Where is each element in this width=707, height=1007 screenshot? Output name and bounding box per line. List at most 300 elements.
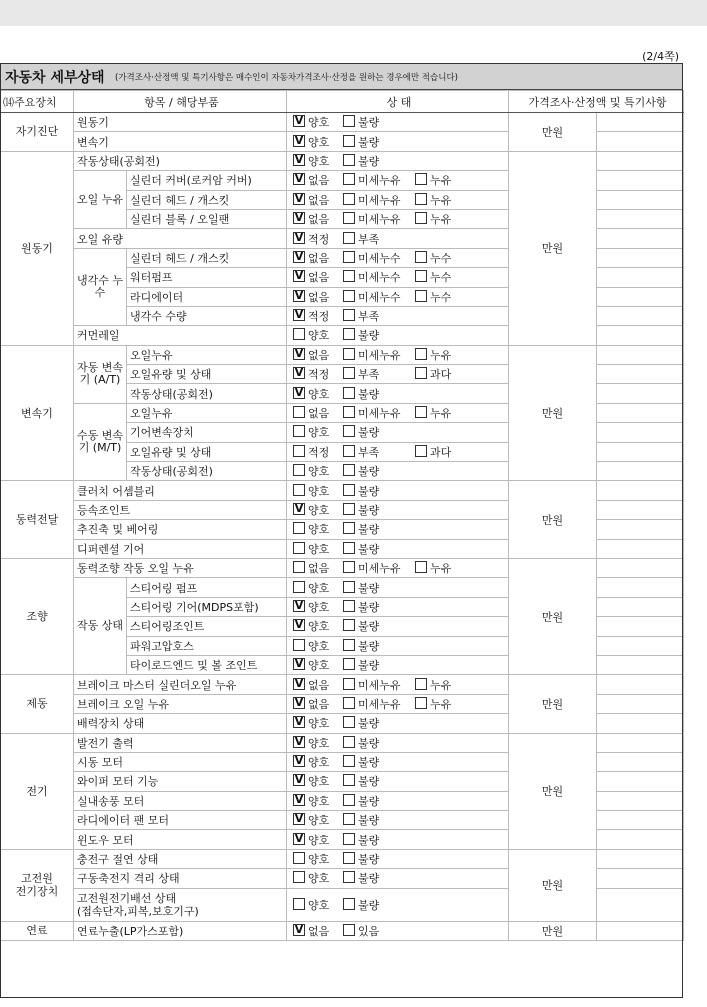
note-cell[interactable] [597,694,684,713]
state-options [287,248,509,267]
checkbox[interactable]: V [294,152,304,166]
option-label: 양호 [308,329,330,343]
note-cell[interactable] [597,403,684,422]
note-cell[interactable] [597,869,684,888]
col-price-header: 가격조사·산정액 및 특기사항 [509,91,684,113]
checkbox[interactable] [343,193,355,205]
checkbox[interactable]: V [294,114,304,128]
checkbox[interactable] [343,898,355,910]
option-label: 불량 [358,736,380,750]
checkbox[interactable] [293,522,305,534]
checkbox[interactable] [293,871,305,883]
option-label: 미세누유 [358,407,401,421]
checkbox[interactable] [415,270,427,282]
note-cell[interactable] [597,442,684,461]
checkbox[interactable] [415,678,427,690]
option-label: 불량 [358,853,380,867]
checkbox[interactable]: V [294,695,304,709]
state-options [287,423,509,442]
option-label: 없음 [308,924,330,938]
state-options [287,830,509,849]
checkbox[interactable] [343,154,355,166]
option-label: 양호 [308,484,330,498]
option-label: 양호 [308,504,330,517]
note-cell[interactable] [597,462,684,481]
option-label: 양호 [308,717,330,731]
option-label: 불량 [358,775,380,789]
device-category: 동력전달 [1,481,74,559]
item-label: 브레이크 마스터 실린더오일 누유 [74,675,287,694]
device-category: 조향 [1,558,74,674]
device-category: 연료 [1,921,74,940]
checkbox[interactable] [293,898,305,910]
checkbox[interactable] [293,542,305,554]
checkbox[interactable] [343,367,355,379]
option-label: 없음 [308,697,330,711]
note-cell[interactable] [597,268,684,287]
checkbox[interactable] [343,542,355,554]
option-label: 누유 [430,562,452,576]
option-label: 불량 [358,523,380,537]
option-label: 부족 [358,310,380,324]
item-label: 동력조향 작동 오일 누유 [74,558,287,577]
checkbox[interactable] [343,561,355,573]
note-cell[interactable] [597,675,684,694]
checkbox[interactable] [343,115,355,127]
option-label: 양호 [308,523,330,537]
checkbox[interactable]: V [294,831,304,845]
checkbox[interactable] [415,561,427,573]
note-cell[interactable] [597,365,684,384]
note-cell[interactable] [597,655,684,674]
checkbox[interactable] [415,367,427,379]
state-options [287,636,509,655]
checkbox[interactable]: V [294,211,304,225]
option-label: 미세누수 [358,271,401,285]
option-label: 있음 [358,924,380,938]
table-row [1,481,684,500]
checkbox[interactable] [343,736,355,748]
checkbox[interactable]: V [294,385,304,399]
checkbox[interactable] [343,697,355,709]
price-unit[interactable]: 만원 [509,921,597,940]
checkbox[interactable] [415,406,427,418]
checkbox[interactable] [343,678,355,690]
checkbox[interactable] [343,774,355,786]
state-options [287,921,509,940]
item-label: 커먼레일 [74,326,287,345]
note-cell[interactable] [597,617,684,636]
checkbox[interactable]: V [294,269,304,283]
checkbox[interactable] [343,813,355,825]
checkbox[interactable] [415,697,427,709]
item-label: 시동 모터 [74,752,287,771]
state-options [287,578,509,597]
option-label: 누유 [430,348,452,362]
state-options [287,384,509,403]
option-label: 불량 [358,329,380,343]
option-label: 불량 [358,756,380,770]
checkbox[interactable] [293,406,305,418]
price-unit[interactable]: 만원 [509,345,597,481]
note-cell[interactable] [597,423,684,442]
checkbox[interactable]: V [294,366,304,380]
option-label: 불량 [358,484,380,498]
state-options [287,694,509,713]
item-label: 디퍼렌셜 기어 [74,539,287,558]
option-label: 미세누수 [358,251,401,265]
option-label: 양호 [308,853,330,867]
option-label: 양호 [308,736,330,750]
state-options [287,772,509,791]
checkbox[interactable]: V [294,133,304,147]
checkbox[interactable]: V [294,249,304,263]
item-label: 실린더 헤드 / 개스킷 [127,248,287,267]
checkbox[interactable] [343,794,355,806]
note-cell[interactable] [597,113,684,132]
checkbox[interactable] [415,290,427,302]
checkbox[interactable] [343,581,355,593]
checkbox[interactable]: V [294,676,304,690]
note-cell[interactable] [597,481,684,500]
note-cell[interactable] [597,209,684,228]
table-row [1,151,684,170]
note-cell[interactable] [597,714,684,733]
note-cell[interactable] [597,733,684,752]
price-unit[interactable]: 만원 [509,481,597,559]
device-category: 제동 [1,675,74,733]
option-label: 없음 [308,174,330,188]
state-options [287,306,509,325]
checkbox[interactable]: V [294,172,304,186]
note-cell[interactable] [597,830,684,849]
checkbox[interactable] [343,619,355,631]
state-options [287,345,509,364]
checkbox[interactable] [343,716,355,728]
option-label: 양호 [308,814,330,828]
option-label: 누유 [430,193,452,207]
checkbox[interactable]: V [294,288,304,302]
item-label: 원동기 [74,113,287,132]
note-cell[interactable] [597,539,684,558]
checkbox[interactable] [343,464,355,476]
checkbox[interactable]: V [294,773,304,787]
note-cell[interactable] [597,636,684,655]
item-label: 발전기 출력 [74,733,287,752]
checkbox[interactable] [343,309,355,321]
state-options [287,462,509,481]
price-unit[interactable]: 만원 [509,733,597,849]
item-label: 스티어링 펌프 [127,578,287,597]
option-label: 양호 [308,465,330,479]
note-cell[interactable] [597,306,684,325]
state-options [287,132,509,151]
checkbox[interactable] [343,658,355,670]
item-label: 스티어링조인트 [127,617,287,636]
checkbox[interactable]: V [294,715,304,729]
state-options [287,481,509,500]
option-label: 누유 [430,678,452,692]
checkbox[interactable] [343,484,355,496]
page-number: (2/4쪽) [642,50,679,63]
option-label: 없음 [308,271,330,285]
option-label: 양호 [308,756,330,770]
checkbox[interactable] [343,387,355,399]
option-label: 적정 [308,310,330,324]
checkbox[interactable]: V [294,792,304,806]
checkbox[interactable]: V [294,598,304,612]
note-cell[interactable] [597,772,684,791]
option-label: 없음 [308,407,330,421]
checkbox[interactable]: V [294,502,304,515]
option-label: 불량 [358,898,380,912]
checkbox[interactable] [343,212,355,224]
item-label: 파워고압호스 [127,636,287,655]
option-label: 적정 [308,445,330,459]
note-cell[interactable] [597,248,684,267]
option-label: 미세누유 [358,678,401,692]
checkbox[interactable] [343,328,355,340]
item-label: 실린더 블록 / 오일팬 [127,209,287,228]
checkbox[interactable] [293,561,305,573]
option-label: 없음 [308,562,330,576]
state-options [287,849,509,868]
option-label: 부족 [358,445,380,459]
checkbox[interactable]: V [294,754,304,768]
checkbox[interactable] [293,425,305,437]
option-label: 미세누유 [358,562,401,576]
checkbox[interactable] [343,290,355,302]
item-label: 와이퍼 모터 기능 [74,772,287,791]
table-row [1,558,684,577]
checkbox[interactable] [293,328,305,340]
note-cell[interactable] [597,132,684,151]
checkbox[interactable] [293,852,305,864]
checkbox[interactable] [343,251,355,263]
checkbox[interactable] [343,522,355,534]
item-label: 라디에이터 [127,287,287,306]
checkbox[interactable] [293,445,305,457]
option-label: 누수 [430,271,452,285]
note-cell[interactable] [597,849,684,868]
price-unit[interactable]: 만원 [509,849,597,921]
item-label: 스티어링 기어(MDPS포함) [127,597,287,616]
note-cell[interactable] [597,287,684,306]
note-cell[interactable] [597,500,684,519]
state-options [287,558,509,577]
checkbox[interactable] [293,484,305,496]
checkbox[interactable] [343,755,355,767]
checkbox[interactable]: V [294,734,304,748]
state-options [287,520,509,539]
option-label: 누유 [430,407,452,421]
option-label: 불량 [358,659,380,673]
state-options [287,597,509,616]
option-label: 불량 [358,814,380,828]
note-cell[interactable] [597,752,684,771]
option-label: 양호 [308,659,330,673]
option-label: 양호 [308,387,330,401]
option-label: 양호 [308,775,330,789]
option-label: 누유 [430,697,452,711]
note-cell[interactable] [597,326,684,345]
checkbox[interactable] [293,581,305,593]
option-label: 불량 [358,542,380,556]
item-label: 작동상태(공회전) [127,384,287,403]
note-cell[interactable] [597,791,684,810]
checkbox[interactable] [343,852,355,864]
option-label: 불량 [358,426,380,440]
checkbox[interactable] [293,639,305,651]
item-label: 기어변속장치 [127,423,287,442]
option-label: 불량 [358,717,380,731]
checkbox[interactable] [343,232,355,244]
item-label: 윈도우 모터 [74,830,287,849]
col-device-header: ⒁주요장치 [1,91,74,113]
item-label: 실린더 커버(로커암 커버) [127,171,287,190]
state-options [287,791,509,810]
checkbox[interactable] [343,348,355,360]
price-unit[interactable]: 만원 [509,675,597,733]
device-category: 자기진단 [1,113,74,152]
checkbox[interactable]: V [294,346,304,360]
option-label: 없음 [308,251,330,265]
item-label: 워터펌프 [127,268,287,287]
state-options [287,714,509,733]
state-options [287,113,509,132]
note-cell[interactable] [597,578,684,597]
option-label: 누수 [430,251,452,265]
checkbox[interactable]: V [294,618,304,632]
option-label: 양호 [308,600,330,614]
checkbox[interactable] [343,924,355,936]
item-label: 실린더 헤드 / 개스킷 [127,190,287,209]
price-unit[interactable]: 만원 [509,151,597,345]
section-title: 자동차 세부상태 [5,70,105,86]
option-label: 없음 [308,213,330,227]
state-options [287,733,509,752]
header-row [1,91,684,113]
option-label: 불량 [358,116,380,130]
checkbox[interactable] [343,135,355,147]
option-label: 불량 [358,872,380,886]
option-label: 양호 [308,542,330,556]
checkbox[interactable] [343,833,355,845]
checkbox[interactable] [415,445,427,457]
item-label: 냉각수 수량 [127,306,287,325]
checkbox[interactable]: V [294,191,304,205]
item-label: 오일유량 및 상태 [127,365,287,384]
state-options [287,151,509,170]
checkbox[interactable] [343,173,355,185]
option-label: 미세누유 [358,193,401,207]
note-cell[interactable] [597,888,684,921]
state-options [287,655,509,674]
checkbox[interactable] [343,503,355,515]
checkbox[interactable] [415,173,427,185]
checkbox[interactable] [415,251,427,263]
section-subtitle: (가격조사·산정액 및 특기사항은 매수인이 자동차가격조사·산정을 원하는 경우에만 적습니다) [115,73,458,83]
item-label: 타이로드엔드 및 볼 조인트 [127,655,287,674]
item-label: 연료누출(LP가스포함) [74,921,287,940]
state-options [287,171,509,190]
state-options [287,190,509,209]
note-cell[interactable] [597,229,684,248]
option-label: 불량 [358,504,380,517]
option-label: 불량 [358,600,380,614]
option-label: 양호 [308,872,330,886]
note-cell[interactable] [597,171,684,190]
table-row [1,733,684,752]
option-label: 없음 [308,193,330,207]
note-cell[interactable] [597,384,684,403]
checkbox[interactable]: V [294,922,304,936]
state-options [287,675,509,694]
option-label: 적정 [308,232,330,246]
checkbox[interactable] [415,212,427,224]
option-label: 미세누유 [358,213,401,227]
checkbox[interactable]: V [294,308,304,322]
state-options [287,811,509,830]
top-banner [0,0,707,26]
option-label: 없음 [308,348,330,362]
table-row [1,921,684,940]
checkbox[interactable] [343,639,355,651]
item-label: 브레이크 오일 누유 [74,694,287,713]
option-label: 양호 [308,581,330,595]
note-cell[interactable] [597,921,684,940]
note-cell[interactable] [597,190,684,209]
state-options [287,752,509,771]
item-label: 라디에이터 팬 모터 [74,811,287,830]
checkbox[interactable] [293,464,305,476]
note-cell[interactable] [597,151,684,170]
note-cell[interactable] [597,520,684,539]
checkbox[interactable] [343,406,355,418]
checkbox[interactable]: V [294,657,304,671]
table-row [1,113,684,132]
checkbox[interactable] [343,871,355,883]
option-label: 양호 [308,639,330,653]
note-cell[interactable] [597,597,684,616]
checkbox[interactable] [415,193,427,205]
item-label: 오일유량 및 상태 [127,442,287,461]
state-options [287,403,509,422]
option-label: 불량 [358,135,380,149]
option-label: 불량 [358,387,380,401]
option-label: 없음 [308,290,330,304]
sub-group: 자동 변속기 (A/T) [74,345,127,403]
option-label: 불량 [358,833,380,847]
checkbox[interactable] [343,425,355,437]
checkbox[interactable]: V [294,230,304,244]
price-unit[interactable]: 만원 [509,113,597,152]
note-cell[interactable] [597,558,684,577]
state-options [287,229,509,248]
note-cell[interactable] [597,811,684,830]
checkbox[interactable] [343,270,355,282]
option-label: 양호 [308,898,330,912]
sub-group: 오일 누유 [74,171,127,229]
option-label: 없음 [308,678,330,692]
state-options [287,888,509,921]
checkbox[interactable] [343,600,355,612]
checkbox[interactable] [415,348,427,360]
checkbox[interactable]: V [294,812,304,826]
note-cell[interactable] [597,345,684,364]
price-unit[interactable]: 만원 [509,558,597,674]
checkbox[interactable] [343,445,355,457]
